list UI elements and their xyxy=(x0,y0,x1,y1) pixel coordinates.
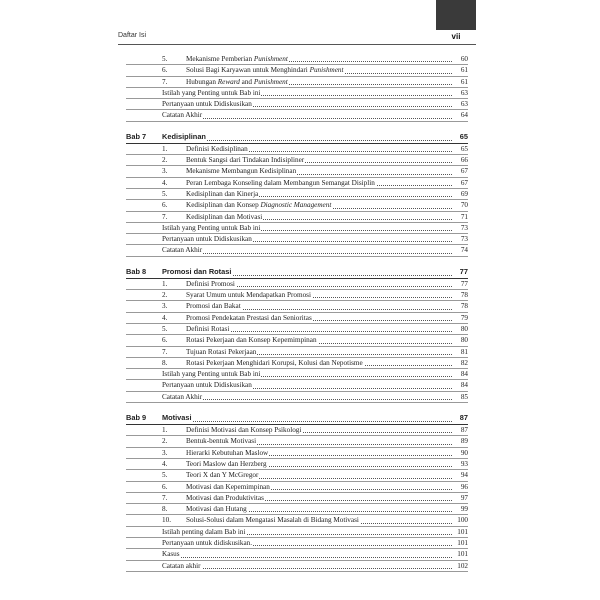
entry-title-text: Pertanyaan untuk Didiskusikan xyxy=(162,235,252,244)
entry-title-text: Solusi-Solusi dalam Mengatasi Masalah di Bidang Motivasi xyxy=(186,516,359,525)
entry-title xyxy=(162,369,261,379)
entry-number: 10. xyxy=(162,516,171,525)
toc-entry[interactable] xyxy=(126,178,468,189)
toc-entry[interactable] xyxy=(126,313,468,324)
toc-entry[interactable] xyxy=(126,212,468,223)
entry-page: 94 xyxy=(460,471,468,480)
entry-title-text: Kasus xyxy=(162,550,180,559)
entry-title-text: Hierarki Kebutuhan Maslow xyxy=(186,448,269,457)
toc-entry[interactable] xyxy=(126,324,468,335)
entry-number: 8. xyxy=(162,505,168,514)
toc-entry[interactable] xyxy=(126,448,468,459)
entry-number: 2. xyxy=(162,291,168,300)
entry-page: 64 xyxy=(460,111,468,120)
toc-entry[interactable] xyxy=(126,245,468,256)
chapter-heading[interactable] xyxy=(126,130,468,144)
entry-page: 63 xyxy=(460,88,468,97)
entry-page: 77 xyxy=(460,279,468,288)
entry-number: 6. xyxy=(162,201,168,210)
entry-title-text: Pertanyaan untuk didiskusikan. xyxy=(162,538,253,547)
chapter-page: 77 xyxy=(459,266,468,276)
entry-title-text: Rotasi Pekerjaan dan Konsep Kepemimpinan xyxy=(186,336,317,345)
entry-number: 4. xyxy=(162,459,168,468)
toc-entry[interactable] xyxy=(126,144,468,155)
entry-title xyxy=(162,245,203,255)
entry-title xyxy=(186,470,259,480)
toc-entry[interactable] xyxy=(126,459,468,470)
entry-title xyxy=(186,425,302,435)
entry-title-text: Definisi Kedisiplinan xyxy=(186,144,248,153)
entry-page: 67 xyxy=(460,178,468,187)
entry-page: 81 xyxy=(460,347,468,356)
toc-entry[interactable] xyxy=(126,155,468,166)
entry-title-text: Bentuk Sangsi dari Tindakan Indisipliner xyxy=(186,156,305,165)
toc-entry[interactable] xyxy=(126,358,468,369)
chapter-title-text: Kedisiplinan xyxy=(162,131,206,141)
chapter-heading[interactable] xyxy=(126,411,468,425)
toc-entry[interactable] xyxy=(126,425,468,436)
chapter-label: Bab 9 xyxy=(126,413,147,423)
entry-title-text: Promosi dan Bakat xyxy=(186,302,241,311)
entry-title xyxy=(162,549,181,559)
entry-title-text: Teori X dan Y McGregor xyxy=(186,471,259,480)
entry-page: 63 xyxy=(460,100,468,109)
entry-number: 6. xyxy=(162,66,168,75)
chapter-label: Bab 8 xyxy=(126,266,147,276)
toc-entry[interactable] xyxy=(126,279,468,290)
entry-page: 79 xyxy=(460,313,468,322)
toc-entry[interactable] xyxy=(126,380,468,391)
entry-title-text: Kedisiplinan dan Konsep Diagnostic Management xyxy=(186,201,332,210)
entry-page: 101 xyxy=(457,538,468,547)
entry-title-text: Pertanyaan untuk Didiskusikan xyxy=(162,100,252,109)
entry-title xyxy=(186,504,248,514)
entry-page: 82 xyxy=(460,358,468,367)
entry-page: 101 xyxy=(457,527,468,536)
chapter-title xyxy=(162,411,193,424)
toc-entry[interactable] xyxy=(126,88,468,99)
entry-number: 7. xyxy=(162,347,168,356)
chapter-title-text: Promosi dan Rotasi xyxy=(162,266,232,276)
entry-title-text: Kedisiplinan dan Kinerja xyxy=(186,189,259,198)
entry-title-text: Istilah penting dalam Bab ini xyxy=(162,527,246,536)
entry-page: 102 xyxy=(457,561,468,570)
entry-title xyxy=(162,99,253,109)
toc-entry[interactable] xyxy=(126,65,468,76)
entry-title-text: Bentuk-bentuk Motivasi xyxy=(186,437,257,446)
entry-page: 61 xyxy=(460,66,468,75)
entry-title-text: Motivasi dan Kepemimpinan xyxy=(186,482,270,491)
entry-title xyxy=(162,234,253,244)
table-of-contents xyxy=(126,54,468,572)
entry-title-text: Catatan Akhir xyxy=(162,392,203,401)
entry-title-text: Kedisiplinan dan Motivasi xyxy=(186,212,263,221)
chapter-page: 65 xyxy=(459,131,468,141)
entry-page: 61 xyxy=(460,77,468,86)
entry-page: 70 xyxy=(460,201,468,210)
entry-title-text: Istilah yang Penting untuk Bab ini xyxy=(162,223,261,232)
toc-entry[interactable] xyxy=(126,493,468,504)
dot-leader xyxy=(162,421,452,422)
entry-title-text: Pertanyaan untuk Didiskusikan xyxy=(162,381,252,390)
entry-title xyxy=(186,335,318,345)
page-number: vii xyxy=(436,30,476,44)
entry-number: 5. xyxy=(162,324,168,333)
entry-title-text: Hubungan Reward and Punishment xyxy=(186,77,288,86)
entry-number: 8. xyxy=(162,358,168,367)
entry-page: 101 xyxy=(457,550,468,559)
entry-page: 80 xyxy=(460,324,468,333)
entry-title xyxy=(162,223,261,233)
entry-title-text: Istilah yang Penting untuk Bab ini xyxy=(162,370,261,379)
dot-leader xyxy=(162,399,452,400)
toc-entry[interactable] xyxy=(126,347,468,358)
entry-page: 85 xyxy=(460,392,468,401)
entry-title xyxy=(186,189,259,199)
toc-entry[interactable] xyxy=(126,470,468,481)
entry-title-text: Syarat Umum untuk Mendapatkan Promosi xyxy=(186,291,311,300)
entry-number: 3. xyxy=(162,167,168,176)
entry-title-text: Teori Maslow dan Herzberg xyxy=(186,459,267,468)
entry-title xyxy=(186,301,242,311)
toc-entry[interactable] xyxy=(126,527,468,538)
entry-title-text: Peran Lembaga Konseling dalam Membangun Semangat Disiplin xyxy=(186,178,375,187)
entry-page: 99 xyxy=(460,505,468,514)
entry-title-text: Mekanisme Pemberian Punishment xyxy=(186,55,288,63)
entry-title-text: Catatan akhir xyxy=(162,561,201,570)
entry-title-text: Definisi Motivasi dan Konsep Psikologi xyxy=(186,426,302,435)
entry-page: 74 xyxy=(460,246,468,255)
entry-title-text: Mekanisme Membangun Kedisiplinan xyxy=(186,167,297,176)
entry-page: 78 xyxy=(460,302,468,311)
entry-title xyxy=(186,290,312,300)
toc-entry[interactable] xyxy=(126,234,468,245)
entry-number: 3. xyxy=(162,302,168,311)
entry-number: 1. xyxy=(162,144,168,153)
entry-title xyxy=(162,392,203,402)
entry-title-text: Motivasi dan Produktivitas xyxy=(186,493,264,502)
chapter-label: Bab 7 xyxy=(126,131,147,141)
entry-title-text: Tujuan Rotasi Pekerjaan xyxy=(186,347,257,356)
entry-title xyxy=(162,380,253,390)
entry-title xyxy=(186,77,289,87)
entry-page: 100 xyxy=(457,516,468,525)
entry-title xyxy=(162,110,203,120)
entry-title-text: Catatan Akhir xyxy=(162,246,203,255)
entry-title xyxy=(186,144,249,154)
entry-page: 73 xyxy=(460,223,468,232)
toc-entry[interactable] xyxy=(126,99,468,110)
running-header: Daftar Isi xyxy=(118,32,147,39)
toc-entry[interactable] xyxy=(126,549,468,560)
toc-entry[interactable] xyxy=(126,335,468,346)
entry-page: 80 xyxy=(460,336,468,345)
toc-entry[interactable] xyxy=(126,504,468,515)
entry-title xyxy=(186,178,376,188)
entry-page: 71 xyxy=(460,212,468,221)
entry-number: 2. xyxy=(162,156,168,165)
entry-title xyxy=(162,538,253,548)
entry-page: 87 xyxy=(460,426,468,435)
entry-page: 97 xyxy=(460,493,468,502)
entry-title-text: Motivasi dan Hutang xyxy=(186,505,247,514)
chapter-heading[interactable] xyxy=(126,265,468,279)
chapter-title xyxy=(162,265,232,278)
entry-title-text: Definisi Promosi xyxy=(186,279,235,288)
toc-entry[interactable] xyxy=(126,436,468,447)
entry-title xyxy=(162,88,261,98)
entry-number: 1. xyxy=(162,426,168,435)
entry-number: 7. xyxy=(162,493,168,502)
entry-page: 84 xyxy=(460,370,468,379)
entry-number: 5. xyxy=(162,55,168,63)
toc-entry[interactable] xyxy=(126,482,468,493)
entry-title-text: Definisi Rotasi xyxy=(186,324,230,333)
dot-leader xyxy=(162,253,452,254)
entry-number: 7. xyxy=(162,212,168,221)
toc-entry[interactable] xyxy=(126,166,468,177)
entry-title xyxy=(186,54,289,64)
entry-title xyxy=(186,313,313,323)
entry-title xyxy=(186,166,297,176)
entry-number: 6. xyxy=(162,336,168,345)
entry-page: 84 xyxy=(460,381,468,390)
toc-entry[interactable] xyxy=(126,189,468,200)
toc-entry[interactable] xyxy=(126,223,468,234)
dot-leader xyxy=(162,568,452,569)
entry-title xyxy=(186,482,271,492)
chapter-page: 87 xyxy=(459,413,468,423)
entry-page: 93 xyxy=(460,459,468,468)
entry-title xyxy=(186,212,263,222)
toc-entry[interactable] xyxy=(126,392,468,403)
entry-number: 2. xyxy=(162,437,168,446)
entry-page: 66 xyxy=(460,156,468,165)
entry-title-text: Rotasi Pekerjaan Menghidari Korupsi, Kolusi dan Nepotisme xyxy=(186,358,363,367)
toc-entry[interactable] xyxy=(126,538,468,549)
entry-title xyxy=(186,436,257,446)
entry-page: 67 xyxy=(460,167,468,176)
entry-title xyxy=(186,155,305,165)
toc-entry[interactable] xyxy=(126,110,468,121)
entry-title xyxy=(162,527,246,537)
entry-title xyxy=(186,515,360,525)
toc-entry[interactable] xyxy=(126,515,468,526)
entry-page: 90 xyxy=(460,448,468,457)
entry-number: 5. xyxy=(162,189,168,198)
entry-number: 4. xyxy=(162,313,168,322)
entry-number: 7. xyxy=(162,77,168,86)
toc-entry[interactable] xyxy=(126,290,468,301)
entry-number: 3. xyxy=(162,448,168,457)
entry-title-text: Catatan Akhir xyxy=(162,111,203,120)
entry-title xyxy=(186,358,364,368)
toc-entry[interactable] xyxy=(126,77,468,88)
entry-number: 5. xyxy=(162,471,168,480)
chapter-title-text: Motivasi xyxy=(162,413,192,423)
entry-page: 65 xyxy=(460,144,468,153)
entry-title xyxy=(186,200,332,210)
entry-title xyxy=(186,493,265,503)
entry-title-text: Istilah yang Penting untuk Bab ini xyxy=(162,88,261,97)
page-header xyxy=(118,22,476,45)
entry-page: 78 xyxy=(460,291,468,300)
toc-entry[interactable] xyxy=(126,561,468,572)
entry-number: 1. xyxy=(162,279,168,288)
entry-number: 6. xyxy=(162,482,168,491)
entry-page: 60 xyxy=(460,55,468,63)
entry-title xyxy=(186,279,236,289)
entry-title-text: Solusi Bagi Karyawan untuk Menghindari Punishment xyxy=(186,66,344,75)
toc-entry[interactable] xyxy=(126,54,468,65)
entry-page: 69 xyxy=(460,189,468,198)
toc-entry[interactable] xyxy=(126,301,468,312)
entry-title xyxy=(186,459,268,469)
dot-leader xyxy=(162,118,452,119)
toc-entry[interactable] xyxy=(126,369,468,380)
entry-page: 96 xyxy=(460,482,468,491)
chapter-title xyxy=(162,130,207,143)
entry-title xyxy=(186,324,230,334)
entry-number: 4. xyxy=(162,178,168,187)
entry-title xyxy=(186,448,269,458)
entry-title xyxy=(162,561,202,571)
entry-title xyxy=(186,65,345,75)
entry-title-text: Promosi Pendekatan Prestasi dan Senioritas xyxy=(186,313,312,322)
dot-leader xyxy=(162,557,452,558)
entry-page: 89 xyxy=(460,437,468,446)
entry-page: 73 xyxy=(460,235,468,244)
toc-entry[interactable] xyxy=(126,200,468,211)
entry-title xyxy=(186,347,257,357)
